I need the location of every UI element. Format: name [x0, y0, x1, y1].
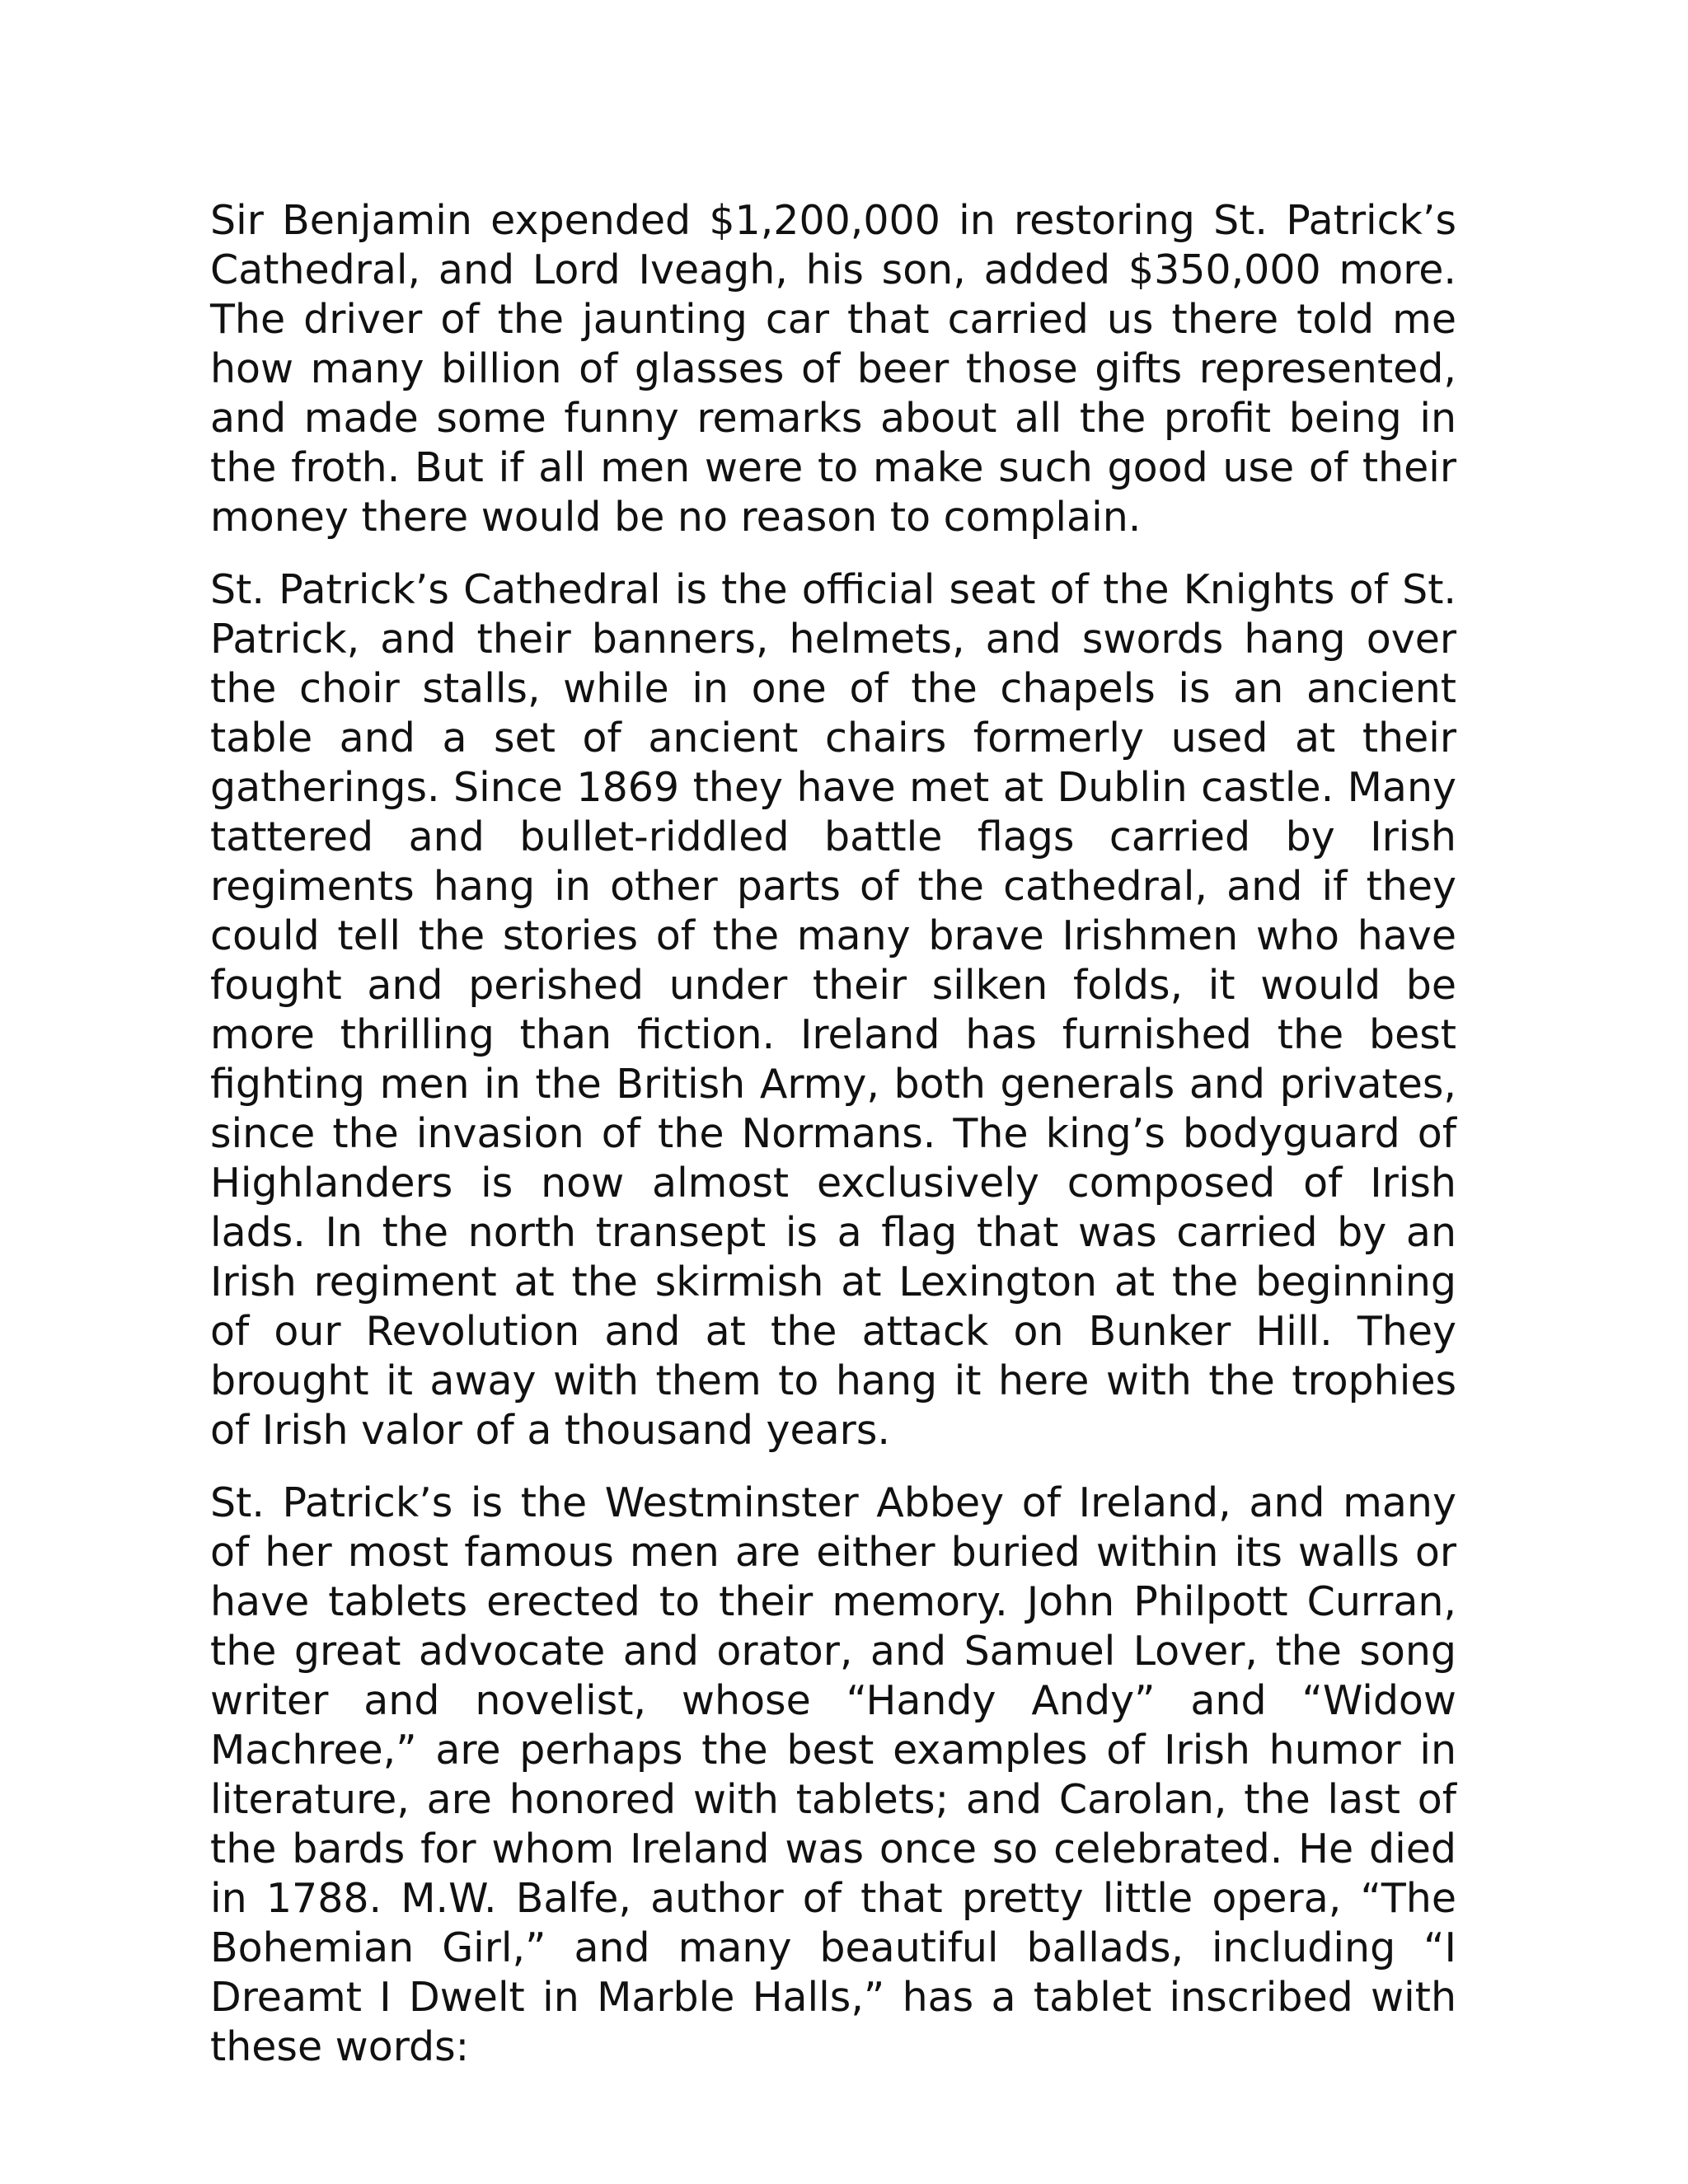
paragraph-2: St. Patrick’s Cathedral is the official seat of the Knights of St. Patrick, and their banners, helmets, and swords hang over the choir stalls, while in one of the chapels is an ancient table and a set of ancient chairs formerly used at their gatherings. Since 1869 they have met at Dublin castle. Many tattered and bullet-riddled battle flags carried by Irish regiments hang in other parts of the cathedral, and if they could tell the stories of the many brave Irishmen who have fought and perished under their silken folds, it would be more thrilling than fiction. Ireland has furnished the best fighting men in the British Army, both generals and privates, since the invasion of the Normans. The king’s bodyguard of Highlanders is now almost exclusively composed of Irish lads. In the north transept is a flag that was carried by an Irish regiment at the skirmish at Lexington at the beginning of our Revolution and at the attack on Bunker Hill. They brought it away with them to hang it here with the trophies of Irish valor of a thousand years. [210, 566, 1456, 1454]
document-page [210, 196, 1456, 2095]
paragraph-1: Sir Benjamin expended $1,200,000 in restoring St. Patrick’s Cathedral, and Lord Iveagh, his son, added $350,000 more. The driver of the jaunting car that carried us there told me how many billion of glasses of beer those gifts represented, and made some funny remarks about all the profit being in the froth. But if all men were to make such good use of their money there would be no reason to complain. [210, 197, 1456, 541]
paragraph-3: St. Patrick’s is the Westminster Abbey of Ireland, and many of her most famous men are either buried within its walls or have tablets erected to their memory. John Philpott Curran, the great advocate and orator, and Samuel Lover, the song writer and novelist, whose “Handy Andy” and “Widow Machree,” are perhaps the best examples of Irish humor in literature, are honored with tablets; and Carolan, the last of the bards for whom Ireland was once so celebrated. He died in 1788. M.W. Balfe, author of that pretty little opera, “The Bohemian Girl,” and many beautiful ballads, including “I Dreamt I Dwelt in Marble Halls,” has a tablet inscribed with these words: [210, 1479, 1456, 2070]
